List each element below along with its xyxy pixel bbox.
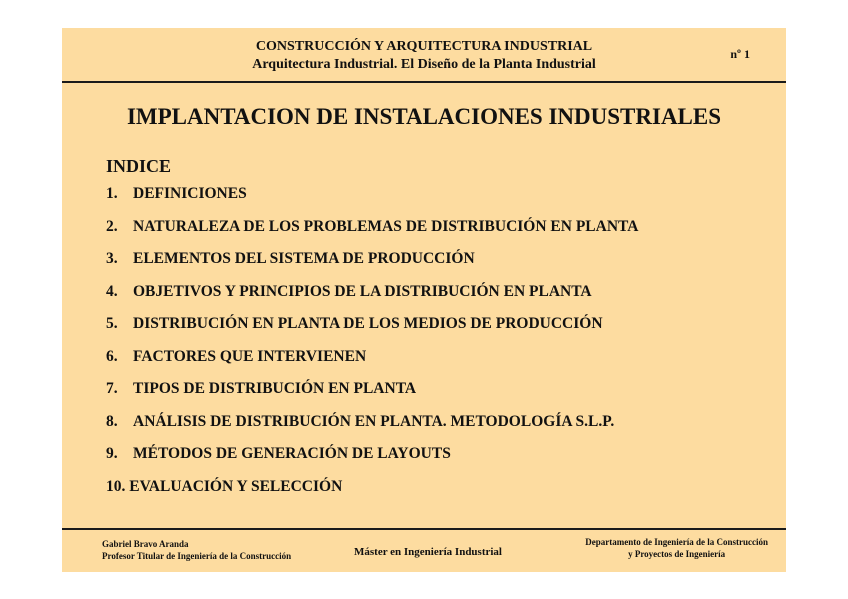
header-subject-title: Arquitectura Industrial. El Diseño de la Planta Industrial: [252, 57, 596, 72]
slide-title: IMPLANTACION DE INSTALACIONES INDUSTRIALES: [126, 104, 722, 129]
toc-item: [106, 413, 638, 446]
toc-item-number: 10.: [106, 477, 126, 495]
toc-item-text: ANÁLISIS DE DISTRIBUCIÓN EN PLANTA. METODOLOGÍA S.L.P.: [133, 412, 615, 430]
footer-divider: [62, 528, 786, 530]
toc-item-number: 4.: [106, 282, 118, 300]
toc-item-number: 8.: [106, 412, 118, 430]
toc-item-number: 7.: [106, 380, 118, 397]
toc-item-number: 6.: [106, 347, 118, 365]
toc-item-text: FACTORES QUE INTERVIENEN: [133, 347, 367, 365]
slide: [62, 28, 786, 572]
toc-item-text: DISTRIBUCIÓN EN PLANTA DE LOS MEDIOS DE PRODUCCIÓN: [133, 315, 603, 332]
department-line1: Departamento de Ingeniería de la Construcción: [585, 537, 768, 547]
toc-item-text: ELEMENTOS DEL SISTEMA DE PRODUCCIÓN: [133, 250, 475, 267]
toc-item-number: 1.: [106, 185, 118, 202]
toc-item: [106, 348, 638, 381]
toc-item: [106, 283, 638, 316]
toc-item-text: DEFINICIONES: [133, 185, 247, 202]
toc-item-number: 2.: [106, 217, 118, 235]
toc-item: [106, 185, 638, 218]
toc-item: [106, 380, 638, 413]
table-of-contents: [106, 185, 638, 510]
department-line2: y Proyectos de Ingeniería: [628, 549, 726, 559]
header-divider: [62, 81, 786, 83]
toc-item-text: TIPOS DE DISTRIBUCIÓN EN PLANTA: [133, 380, 417, 397]
toc-item-number: 3.: [106, 250, 118, 267]
toc-item-text: NATURALEZA DE LOS PROBLEMAS DE DISTRIBUCIÓN EN PLANTA: [133, 217, 639, 235]
index-heading: INDICE: [106, 156, 172, 176]
author-name: Gabriel Bravo Aranda: [102, 539, 189, 549]
header-course-title: CONSTRUCCIÓN Y ARQUITECTURA INDUSTRIAL: [255, 39, 593, 54]
toc-item: [106, 218, 638, 251]
toc-item: [106, 250, 638, 283]
toc-item-text: OBJETIVOS Y PRINCIPIOS DE LA DISTRIBUCIÓN EN PLANTA: [133, 282, 592, 300]
toc-item: [106, 315, 638, 348]
toc-item-number: 5.: [106, 315, 118, 332]
page-number: nº 1: [730, 47, 750, 61]
toc-item-number: 9.: [106, 445, 118, 462]
toc-item-text: EVALUACIÓN Y SELECCIÓN: [129, 477, 343, 495]
toc-item-text: MÉTODOS DE GENERACIÓN DE LAYOUTS: [133, 445, 451, 462]
author-title: Profesor Titular de Ingeniería de la Construcción: [102, 551, 292, 561]
toc-item: [106, 445, 638, 478]
toc-item: [106, 478, 638, 511]
footer-department: [585, 536, 768, 560]
footer-author: [102, 538, 291, 562]
footer-program: Máster en Ingeniería Industrial: [354, 546, 502, 558]
